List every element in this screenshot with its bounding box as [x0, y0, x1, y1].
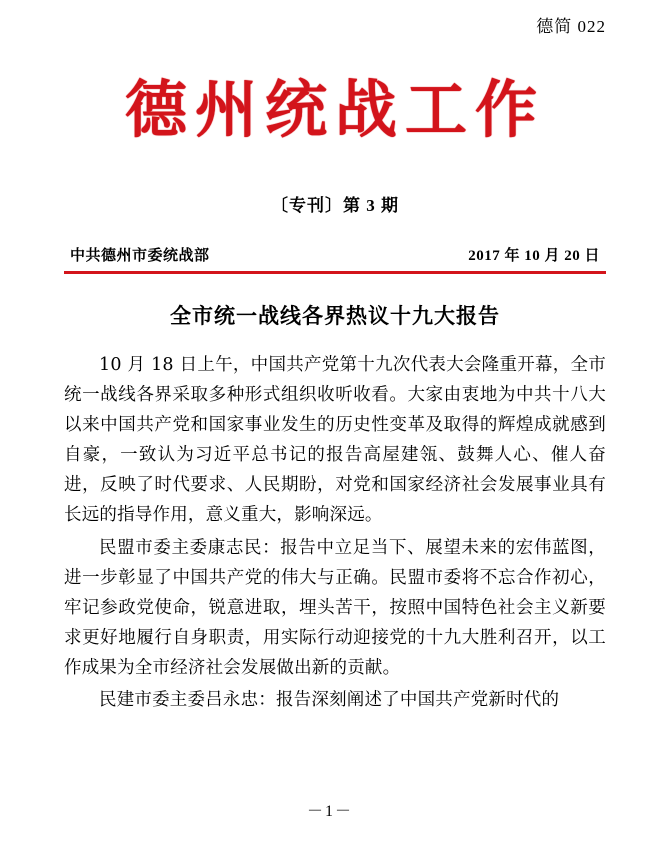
meta-row — [64, 244, 606, 265]
issuing-organization: 中共德州市委统战部 — [70, 248, 210, 264]
paragraph: 民盟市委主委康志民：报告中立足当下、展望未来的宏伟蓝图，进一步彰显了中国共产党的伟大与正确。民盟市委将不忘合作初心，牢记参政党使命，锐意进取，埋头苦干，按照中国特色社会主义新要求更好地履行自身职责，用实际行动迎接党的十九大胜利召开，以工作成果为全市经济社会发展做出新的贡献。 — [64, 537, 606, 678]
paragraph: 民建市委主委吕永忠：报告深刻阐述了中国共产党新时代的 — [99, 690, 560, 711]
publication-date: 2017 年 10 月 20 日 — [468, 248, 600, 264]
article-body — [64, 350, 606, 715]
document-number: 德简 022 — [536, 17, 606, 36]
paragraph: 10 月 18 日上午，中国共产党第十九次代表大会隆重开幕，全市统一战线各界采取多种形式组织收听收看。大家由衷地为中共十八大以来中国共产党和国家事业发生的历史性变革及取得的辉煌成就感到自豪，一致认为习近平总书记的报告高屋建瓴、鼓舞人心、催人奋进，反映了时代要求、人民期盼，对党和国家经济社会发展事业具有长远的指导作用，意义重大，影响深远。 — [64, 355, 606, 526]
article-title: 全市统一战线各界热议十九大报告 — [170, 303, 500, 328]
red-divider-rule — [64, 271, 606, 274]
page-number: －1－ — [306, 803, 353, 820]
issue-line: 〔专刊〕第 3 期 — [271, 196, 399, 215]
masthead-title: 德州统战工作 — [124, 73, 545, 146]
